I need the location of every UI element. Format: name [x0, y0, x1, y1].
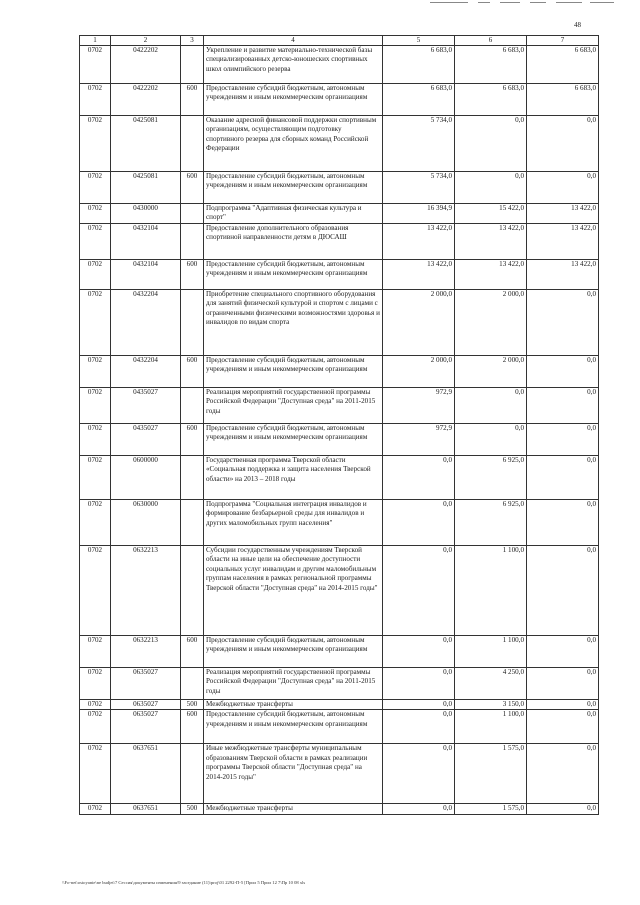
- column-header: 2: [111, 36, 181, 46]
- amount-year3-cell: 13 422,0: [527, 224, 599, 260]
- expense-type-cell: 600: [181, 424, 204, 456]
- description-cell: Оказание адресной финансовой поддержки спортивным организациям, осуществляющим подготовку спортивного резерва для сборных команд Российской Федерации: [204, 116, 383, 172]
- amount-year2-cell: 0,0: [455, 116, 527, 172]
- amount-year3-cell: 0,0: [527, 710, 599, 744]
- amount-year3-cell: 0,0: [527, 668, 599, 700]
- target-article-cell: 0632213: [111, 636, 181, 668]
- amount-year2-cell: 6 683,0: [455, 46, 527, 84]
- amount-year1-cell: 0,0: [383, 456, 455, 500]
- amount-year2-cell: 1 100,0: [455, 546, 527, 636]
- amount-year3-cell: 0,0: [527, 546, 599, 636]
- scan-top-marks: [430, 2, 620, 4]
- amount-year3-cell: 0,0: [527, 500, 599, 546]
- amount-year1-cell: 0,0: [383, 710, 455, 744]
- column-header: 7: [527, 36, 599, 46]
- description-cell: Подпрограмма "Социальная интеграция инвалидов и формирование безбарьерной среды для инвалидов и других маломобильных групп населения": [204, 500, 383, 546]
- description-cell: Предоставление субсидий бюджетным, автономным учреждениям и иным некоммерческим организациям: [204, 172, 383, 204]
- amount-year3-cell: 0,0: [527, 744, 599, 804]
- column-header: 4: [204, 36, 383, 46]
- expense-type-cell: [181, 744, 204, 804]
- target-article-cell: 0635027: [111, 668, 181, 700]
- amount-year1-cell: 0,0: [383, 700, 455, 710]
- amount-year1-cell: 5 734,0: [383, 172, 455, 204]
- amount-year3-cell: 0,0: [527, 116, 599, 172]
- amount-year1-cell: 0,0: [383, 636, 455, 668]
- target-article-cell: 0600000: [111, 456, 181, 500]
- table-row: [80, 260, 599, 290]
- section-code-cell: 0702: [80, 172, 111, 204]
- expense-type-cell: [181, 456, 204, 500]
- section-code-cell: 0702: [80, 388, 111, 424]
- amount-year2-cell: 6 925,0: [455, 456, 527, 500]
- amount-year1-cell: 6 683,0: [383, 46, 455, 84]
- amount-year1-cell: 0,0: [383, 744, 455, 804]
- amount-year2-cell: 1 100,0: [455, 636, 527, 668]
- amount-year2-cell: 1 100,0: [455, 710, 527, 744]
- amount-year3-cell: 6 683,0: [527, 84, 599, 116]
- section-code-cell: 0702: [80, 424, 111, 456]
- amount-year2-cell: 3 150,0: [455, 700, 527, 710]
- expense-type-cell: [181, 290, 204, 356]
- amount-year1-cell: 972,9: [383, 388, 455, 424]
- table-body: [80, 46, 599, 815]
- amount-year2-cell: 2 000,0: [455, 290, 527, 356]
- description-cell: Предоставление дополнительного образования спортивной направленности детям в ДЮСАШ: [204, 224, 383, 260]
- description-cell: Предоставление субсидий бюджетным, автономным учреждениям и иным некоммерческим организациям: [204, 84, 383, 116]
- table-row: [80, 84, 599, 116]
- page-number: 48: [574, 21, 581, 29]
- amount-year1-cell: 0,0: [383, 546, 455, 636]
- amount-year1-cell: 2 000,0: [383, 356, 455, 388]
- file-path-footer: \\Fo-net\ostoyanie\ne budjet\7 Сессия\документы изменения\9 заседание (11)\proj\01 2292-П-5 [Прил 5 Прил 12 7\Пр 10 08 xls: [62, 880, 306, 885]
- expense-type-cell: [181, 224, 204, 260]
- description-cell: Государственная программа Тверской области «Социальная поддержка и защита населения Тверской области» на 2013 – 2018 годы: [204, 456, 383, 500]
- expense-type-cell: 600: [181, 260, 204, 290]
- budget-table: [79, 35, 599, 815]
- amount-year3-cell: 13 422,0: [527, 204, 599, 224]
- amount-year2-cell: 6 683,0: [455, 84, 527, 116]
- description-cell: Межбюджетные трансферты: [204, 700, 383, 710]
- amount-year1-cell: 13 422,0: [383, 224, 455, 260]
- table-row: [80, 700, 599, 710]
- section-code-cell: 0702: [80, 290, 111, 356]
- section-code-cell: 0702: [80, 84, 111, 116]
- amount-year3-cell: 13 422,0: [527, 260, 599, 290]
- section-code-cell: 0702: [80, 804, 111, 814]
- expense-type-cell: 500: [181, 804, 204, 814]
- target-article-cell: 0422202: [111, 84, 181, 116]
- description-cell: Реализация мероприятий государственной программы Российской Федерации "Доступная среда" на 2011-2015 годы: [204, 668, 383, 700]
- table-row: [80, 546, 599, 636]
- table-row: [80, 424, 599, 456]
- amount-year2-cell: 0,0: [455, 388, 527, 424]
- expense-type-cell: [181, 668, 204, 700]
- description-cell: Подпрограмма "Адаптивная физическая культура и спорт": [204, 204, 383, 224]
- amount-year3-cell: 0,0: [527, 172, 599, 204]
- amount-year2-cell: 13 422,0: [455, 224, 527, 260]
- expense-type-cell: 600: [181, 710, 204, 744]
- target-article-cell: 0425081: [111, 116, 181, 172]
- amount-year1-cell: 972,9: [383, 424, 455, 456]
- expense-type-cell: [181, 116, 204, 172]
- amount-year3-cell: 0,0: [527, 636, 599, 668]
- target-article-cell: 0630000: [111, 500, 181, 546]
- column-header: 1: [80, 36, 111, 46]
- expense-type-cell: [181, 388, 204, 424]
- expense-type-cell: [181, 204, 204, 224]
- table-row: [80, 46, 599, 84]
- table-row: [80, 500, 599, 546]
- description-cell: Предоставление субсидий бюджетным, автономным учреждениям и иным некоммерческим организациям: [204, 710, 383, 744]
- table-row: [80, 204, 599, 224]
- description-cell: Предоставление субсидий бюджетным, автономным учреждениям и иным некоммерческим организациям: [204, 636, 383, 668]
- expense-type-cell: 600: [181, 84, 204, 116]
- amount-year3-cell: 0,0: [527, 290, 599, 356]
- description-cell: Предоставление субсидий бюджетным, автономным учреждениям и иным некоммерческим организациям: [204, 260, 383, 290]
- target-article-cell: 0432104: [111, 224, 181, 260]
- section-code-cell: 0702: [80, 710, 111, 744]
- section-code-cell: 0702: [80, 116, 111, 172]
- table-row: [80, 744, 599, 804]
- amount-year2-cell: 13 422,0: [455, 260, 527, 290]
- amount-year1-cell: 13 422,0: [383, 260, 455, 290]
- amount-year1-cell: 16 394,9: [383, 204, 455, 224]
- amount-year1-cell: 0,0: [383, 804, 455, 814]
- target-article-cell: 0635027: [111, 700, 181, 710]
- amount-year2-cell: 15 422,0: [455, 204, 527, 224]
- description-cell: Укрепление и развитие материально-технической базы специализированных детско-юношеских спортивных школ олимпийского резерва: [204, 46, 383, 84]
- section-code-cell: 0702: [80, 500, 111, 546]
- target-article-cell: 0432204: [111, 290, 181, 356]
- description-cell: Субсидии государственным учреждениям Тверской области на иные цели на обеспечение доступности социальных услуг инвалидам и другим маломобильным группам населения в рамках региональной программы Тверской области "Доступная среда" на 2014-2015 годы": [204, 546, 383, 636]
- expense-type-cell: [181, 546, 204, 636]
- amount-year3-cell: 0,0: [527, 388, 599, 424]
- column-header: 3: [181, 36, 204, 46]
- amount-year3-cell: 0,0: [527, 700, 599, 710]
- description-cell: Иные межбюджетные трансферты муниципальным образованиям Тверской области в рамках реализации программы Тверской области "Доступная среда" на 2014-2015 годы": [204, 744, 383, 804]
- amount-year2-cell: 1 575,0: [455, 744, 527, 804]
- target-article-cell: 0430000: [111, 204, 181, 224]
- expense-type-cell: [181, 46, 204, 84]
- amount-year3-cell: 0,0: [527, 356, 599, 388]
- table-row: [80, 116, 599, 172]
- section-code-cell: 0702: [80, 668, 111, 700]
- table-row: [80, 172, 599, 204]
- target-article-cell: 0422202: [111, 46, 181, 84]
- amount-year1-cell: 0,0: [383, 668, 455, 700]
- table-row: [80, 710, 599, 744]
- amount-year3-cell: 0,0: [527, 456, 599, 500]
- column-header: 6: [455, 36, 527, 46]
- section-code-cell: 0702: [80, 546, 111, 636]
- target-article-cell: 0637651: [111, 804, 181, 814]
- amount-year2-cell: 0,0: [455, 172, 527, 204]
- section-code-cell: 0702: [80, 456, 111, 500]
- amount-year2-cell: 4 250,0: [455, 668, 527, 700]
- table-row: [80, 804, 599, 814]
- description-cell: Предоставление субсидий бюджетным, автономным учреждениям и иным некоммерческим организациям: [204, 356, 383, 388]
- table-row: [80, 290, 599, 356]
- expense-type-cell: 500: [181, 700, 204, 710]
- table-row: [80, 388, 599, 424]
- amount-year2-cell: 2 000,0: [455, 356, 527, 388]
- target-article-cell: 0425081: [111, 172, 181, 204]
- target-article-cell: 0635027: [111, 710, 181, 744]
- target-article-cell: 0435027: [111, 388, 181, 424]
- description-cell: Межбюджетные трансферты: [204, 804, 383, 814]
- amount-year1-cell: 5 734,0: [383, 116, 455, 172]
- section-code-cell: 0702: [80, 744, 111, 804]
- section-code-cell: 0702: [80, 224, 111, 260]
- target-article-cell: 0435027: [111, 424, 181, 456]
- amount-year1-cell: 6 683,0: [383, 84, 455, 116]
- target-article-cell: 0432104: [111, 260, 181, 290]
- section-code-cell: 0702: [80, 356, 111, 388]
- table-row: [80, 224, 599, 260]
- table-row: [80, 668, 599, 700]
- amount-year3-cell: 0,0: [527, 804, 599, 814]
- target-article-cell: 0632213: [111, 546, 181, 636]
- section-code-cell: 0702: [80, 700, 111, 710]
- amount-year2-cell: 1 575,0: [455, 804, 527, 814]
- section-code-cell: 0702: [80, 260, 111, 290]
- table-row: [80, 456, 599, 500]
- expense-type-cell: [181, 500, 204, 546]
- amount-year1-cell: 0,0: [383, 500, 455, 546]
- section-code-cell: 0702: [80, 204, 111, 224]
- description-cell: Реализация мероприятий государственной программы Российской Федерации "Доступная среда" на 2011-2015 годы: [204, 388, 383, 424]
- amount-year1-cell: 2 000,0: [383, 290, 455, 356]
- table-header-row: [80, 36, 599, 46]
- description-cell: Приобретение специального спортивного оборудования для занятий физической культурой и спортом с лицами с ограниченными физическими возможностями здоровья и инвалидов по видам спорта: [204, 290, 383, 356]
- expense-type-cell: 600: [181, 356, 204, 388]
- table-row: [80, 356, 599, 388]
- amount-year3-cell: 0,0: [527, 424, 599, 456]
- amount-year2-cell: 0,0: [455, 424, 527, 456]
- expense-type-cell: 600: [181, 636, 204, 668]
- column-header: 5: [383, 36, 455, 46]
- table-row: [80, 636, 599, 668]
- section-code-cell: 0702: [80, 636, 111, 668]
- section-code-cell: 0702: [80, 46, 111, 84]
- target-article-cell: 0432204: [111, 356, 181, 388]
- description-cell: Предоставление субсидий бюджетным, автономным учреждениям и иным некоммерческим организациям: [204, 424, 383, 456]
- amount-year2-cell: 6 925,0: [455, 500, 527, 546]
- target-article-cell: 0637651: [111, 744, 181, 804]
- expense-type-cell: 600: [181, 172, 204, 204]
- amount-year3-cell: 6 683,0: [527, 46, 599, 84]
